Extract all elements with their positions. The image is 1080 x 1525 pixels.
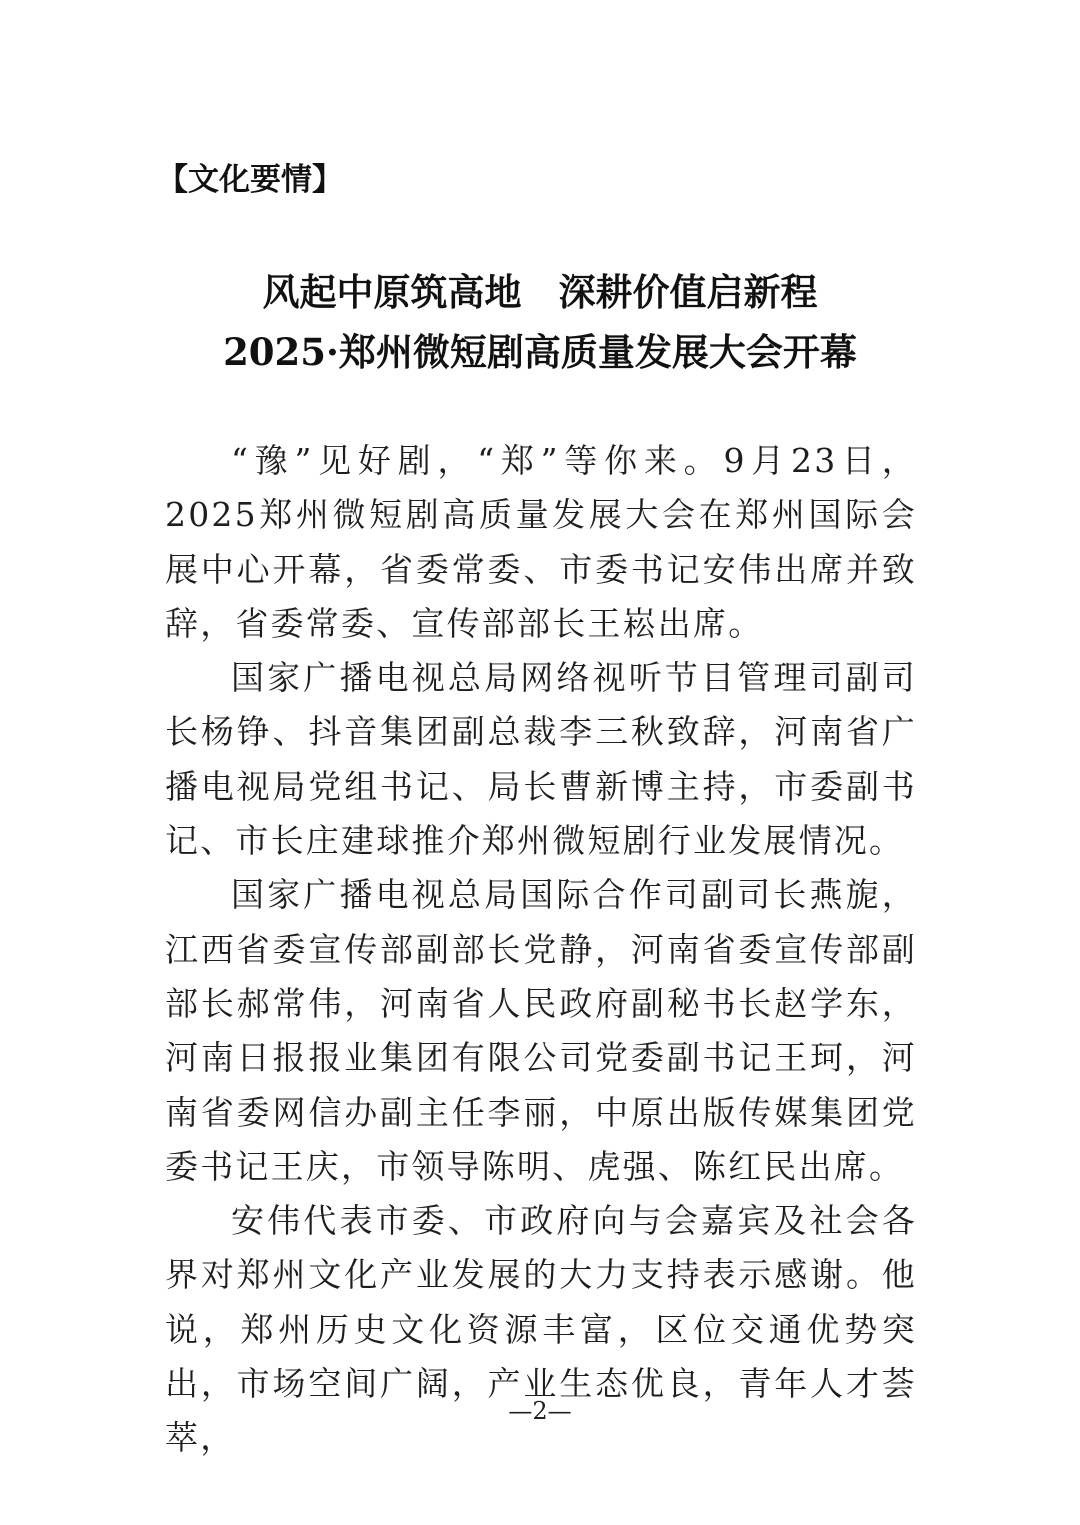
title-line-1: 风起中原筑高地 深耕价值启新程 <box>262 270 818 314</box>
paragraph-1: “豫”见好剧，“郑”等你来。9月23日，2025郑州微短剧高质量发展大会在郑州国际会展中心开幕，省委常委、市委书记安伟出席并致辞，省委常委、宣传部部长王崧出席。 <box>165 441 917 643</box>
paragraph-4: 安伟代表市委、市政府向与会嘉宾及社会各界对郑州文化产业发展的大力支持表示感谢。他说，郑州历史文化资源丰富，区位交通优势突出，市场空间广阔，产业生态优良，青年人才荟萃， <box>165 1201 917 1458</box>
paragraph-3: 国家广播电视总局国际合作司副司长燕旎，江西省委宣传部副部长党静，河南省委宣传部副部长郝常伟，河南省人民政府副秘书长赵学东，河南日报报业集团有限公司党委副书记王珂，河南省委网信办副主任李丽，中原出版传媒集团党委书记王庆，市领导陈明、虎强、陈红民出席。 <box>165 875 917 1186</box>
paragraph-2: 国家广播电视总局网络视听节目管理司副司长杨铮、抖音集团副总裁李三秋致辞，河南省广播电视局党组书记、局长曹新博主持，市委副书记、市长庄建球推介郑州微短剧行业发展情况。 <box>165 658 917 861</box>
article-body <box>165 434 917 1466</box>
title-line-2: 2025·郑州微短剧高质量发展大会开幕 <box>223 330 857 374</box>
article-title <box>0 262 1080 382</box>
section-tag: 【文化要情】 <box>157 162 343 198</box>
page-number: —2— <box>508 1397 572 1425</box>
